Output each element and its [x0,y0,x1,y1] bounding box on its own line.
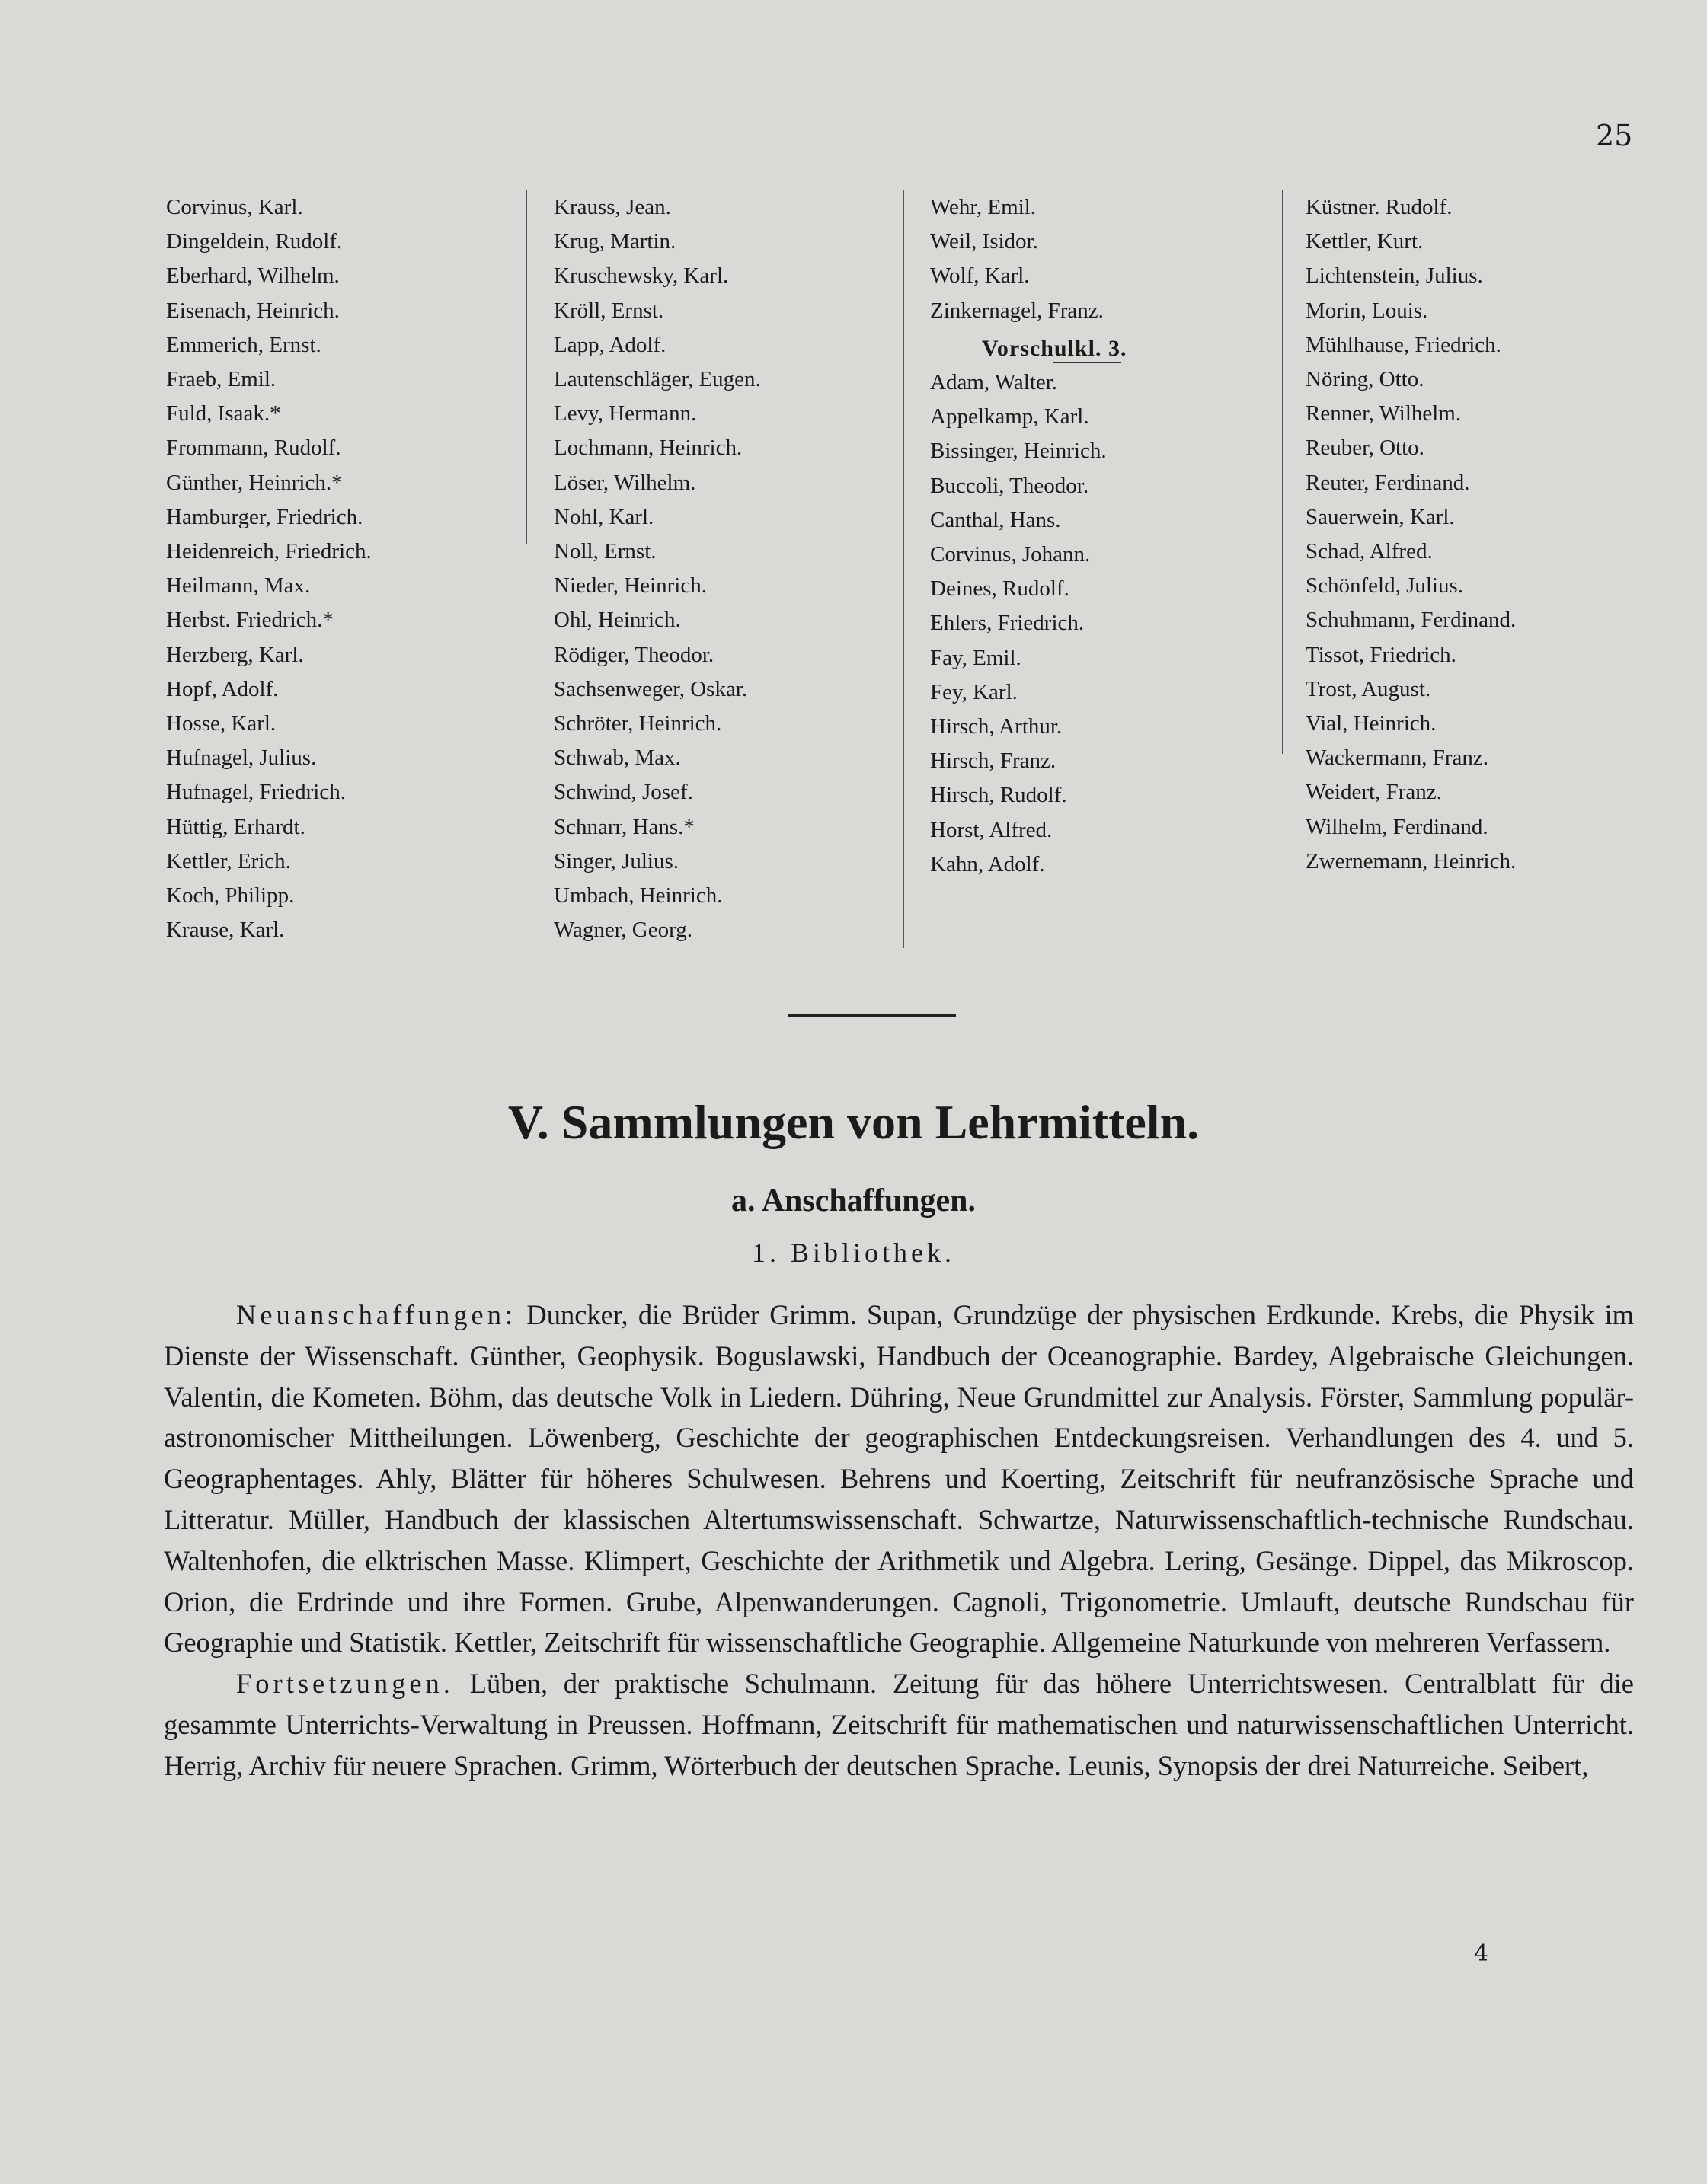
student-name: Adam, Walter. [930,370,1058,395]
student-name-columns [0,190,1707,944]
student-name: Schad, Alfred. [1306,539,1433,564]
student-name: Lautenschläger, Eugen. [554,367,761,392]
paragraph-text: Duncker, die Brüder Grimm. Supan, Grundzüge der physischen Erdkunde. Krebs, die Physik im Dienste der Wissenschaft. Günther, Geophysik. Boguslawski, Handbuch der Oceanographie. Bardey, Algebraische Gleichungen. Valentin, die Kometen. Böhm, das deutsche Volk in Liedern. Dühring, Neue Grundmittel zur Analysis. Förster, Sammlung populär-astronomischer Mittheilungen. Löwenberg, Geschichte der geographischen Entdeckungsreisen. Verhandlungen des 4. und 5. Geographentages. Ahly, Blätter für höheres Schulwesen. Behrens und Koerting, Zeitschrift für neufranzösische Sprache und Litteratur. Müller, Handbuch der klassischen Altertumswissenschaft. Schwartze, Naturwissenschaftlich-technische Rundschau. Waltenhofen, die elktrischen Masse. Klimpert, Geschichte der Arithmetik und Algebra. Lering, Gesänge. Dippel, das Mikroscop. Orion, die Erdrinde und ihre Formen. Grube, Alpenwanderungen. Cagnoli, Trigonometrie. Umlauft, deutsche Rundschau für Geographie und Statistik. Kettler, Zeitschrift für wissenschaftliche Geographie. Allgemeine Naturkunde von mehreren Verfassern. [164,1299,1634,1659]
name-column-4 [1306,190,1516,879]
student-name: Fuld, Isaak.* [166,401,281,426]
student-name: Hufnagel, Julius. [166,746,317,771]
student-name: Horst, Alfred. [930,817,1053,842]
student-name: Trost, August. [1306,676,1431,701]
student-name: Hosse, Karl. [166,711,277,736]
student-name: Wilhelm, Ferdinand. [1306,814,1488,839]
student-name: Rödiger, Theodor. [554,642,714,667]
student-name: Eberhard, Wilhelm. [166,263,340,289]
student-name: Schwind, Josef. [554,780,693,805]
student-name: Ehlers, Friedrich. [930,611,1085,636]
student-name: Nieder, Heinrich. [554,573,707,599]
student-name: Herzberg, Karl. [166,642,304,667]
student-name: Hüttig, Erhardt. [166,814,305,839]
student-name: Fay, Emil. [930,645,1021,670]
student-name: Schnarr, Hans.* [554,814,695,839]
student-name: Corvinus, Johann. [930,542,1091,567]
student-name: Sachsenweger, Oskar. [554,676,748,701]
student-name: Wehr, Emil. [930,195,1037,219]
student-name: Hufnagel, Friedrich. [166,780,346,805]
section-title: V. Sammlungen von Lehrmitteln. [507,1095,1200,1149]
student-name: Canthal, Hans. [930,507,1061,532]
paragraph-lead: Fortsetzungen. [236,1668,454,1700]
student-name: Zwernemann, Heinrich. [1306,848,1517,873]
student-name: Krug, Martin. [554,229,676,254]
student-name: Hirsch, Arthur. [930,714,1063,739]
student-name: Noll, Ernst. [554,539,657,564]
student-name: Hopf, Adolf. [166,676,279,701]
student-name: Sauerwein, Karl. [1306,504,1455,529]
student-name: Fraeb, Emil. [166,367,277,392]
name-list-top [930,190,1127,328]
student-name: Weil, Isidor. [930,229,1038,254]
student-name: Kruschewsky, Karl. [554,263,729,289]
student-name: Bissinger, Heinrich. [930,439,1107,464]
student-name: Kettler, Kurt. [1306,229,1424,254]
student-name: Schwab, Max. [554,746,681,771]
student-name: Schuhmann, Ferdinand. [1306,608,1517,633]
class-subheading: Vorschulkl. 3. [982,335,1127,361]
student-name: Appelkamp, Karl. [930,404,1089,429]
student-name: Vial, Heinrich. [1306,711,1437,736]
student-name: Umbach, Heinrich. [554,883,723,908]
student-name: Ohl, Heinrich. [554,608,681,633]
student-name: Eisenach, Heinrich. [166,298,340,323]
paragraph-lead: Neuanschaffungen: [236,1299,517,1330]
student-name: Dingeldein, Rudolf. [166,229,343,254]
student-name: Singer, Julius. [554,848,679,873]
student-name: Morin, Louis. [1306,298,1428,323]
student-name: Corvinus, Karl. [166,195,303,219]
name-column-3 [930,190,1127,882]
student-name: Mühlhause, Friedrich. [1306,332,1501,357]
student-name: Hamburger, Friedrich. [166,504,363,529]
student-name: Küstner. Rudolf. [1306,195,1453,219]
section-subsubtitle: 1. Bibliothek. [752,1237,955,1268]
student-name: Koch, Philipp. [166,883,295,908]
student-name: Kettler, Erich. [166,848,291,873]
section-rule [788,1014,956,1017]
student-name: Renner, Wilhelm. [1306,401,1462,426]
section-subtitle: a. Anschaffungen. [731,1183,976,1218]
student-name: Hirsch, Rudolf. [930,783,1067,808]
student-name: Heilmann, Max. [166,573,311,599]
student-name: Reuber, Otto. [1306,436,1424,461]
student-name: Wolf, Karl. [930,263,1030,289]
student-name: Schönfeld, Julius. [1306,573,1464,599]
signature-mark: 4 [1474,1940,1489,1967]
page-number: 25 [1596,119,1633,152]
student-name: Krause, Karl. [166,918,285,943]
student-name: Tissot, Friedrich. [1306,642,1456,667]
student-name: Frommann, Rudolf. [166,436,341,461]
student-name: Zinkernagel, Franz. [930,298,1104,323]
student-name: Lichtenstein, Julius. [1306,263,1483,289]
name-list-bottom [930,366,1127,882]
name-column-2 [554,190,761,947]
student-name: Deines, Rudolf. [930,576,1069,602]
student-name: Wagner, Georg. [554,918,692,943]
student-name: Herbst. Friedrich.* [166,608,334,633]
body-text [164,1295,1634,1786]
student-name: Reuter, Ferdinand. [1306,470,1470,495]
student-name: Heidenreich, Friedrich. [166,539,372,564]
student-name: Lapp, Adolf. [554,332,666,357]
paragraph-neuanschaffungen [164,1295,1634,1663]
student-name: Levy, Hermann. [554,401,697,426]
student-name: Kröll, Ernst. [554,298,664,323]
student-name: Buccoli, Theodor. [930,473,1089,498]
student-name: Krauss, Jean. [554,195,671,219]
name-column-1 [166,190,372,947]
student-name: Wackermann, Franz. [1306,746,1489,771]
student-name: Emmerich, Ernst. [166,332,321,357]
paragraph-fortsetzungen [164,1663,1634,1786]
paragraph-text: Lüben, der praktische Schulmann. Zeitung für das höhere Unterrichtswesen. Centralblatt für die gesammte Unterrichts-Verwaltung in Preussen. Hoffmann, Zeitschrift für mathematischen und naturwissenschaftlichen Unterricht. Herrig, Archiv für neuere Sprachen. Grimm, Wörterbuch der deutschen Sprache. Leunis, Synopsis der drei Naturreiche. Seibert, [164,1668,1634,1781]
student-name: Hirsch, Franz. [930,749,1056,774]
student-name: Nohl, Karl. [554,504,654,529]
student-name: Nöring, Otto. [1306,367,1424,392]
student-name: Schröter, Heinrich. [554,711,722,736]
student-name: Lochmann, Heinrich. [554,436,743,461]
student-name: Günther, Heinrich.* [166,470,343,495]
student-name: Weidert, Franz. [1306,780,1442,805]
student-name: Fey, Karl. [930,679,1018,704]
student-name: Löser, Wilhelm. [554,470,696,495]
student-name: Kahn, Adolf. [930,851,1045,876]
